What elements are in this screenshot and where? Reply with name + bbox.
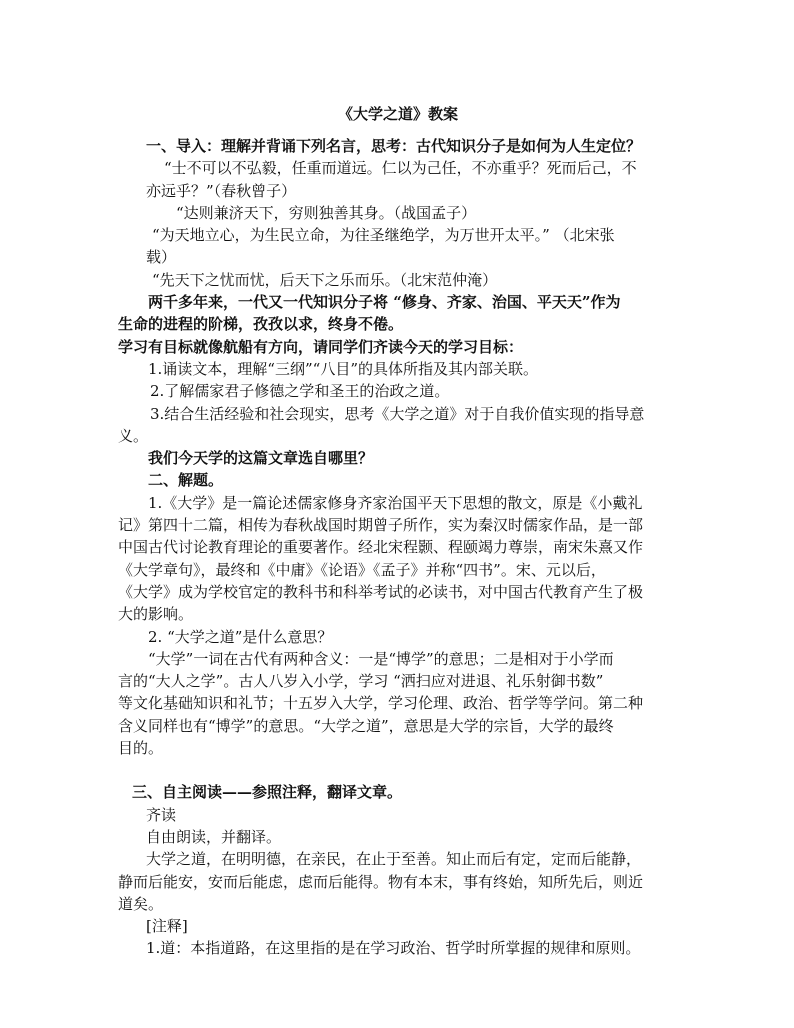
section2-p1-line3: 中国古代讨论教育理论的重要著作。经北宋程颢、程颐竭力尊崇，南宋朱熹又作	[118, 538, 644, 557]
goal-2: 2.了解儒家君子修德之学和圣王的治政之道。	[150, 382, 450, 401]
intro-heading: 一、导入：理解并背诵下列名言，思考：古代知识分子是如何为人生定位？	[146, 137, 642, 155]
classic-text-line1: 大学之道，在明明德，在亲民，在止于至善。知止而后有定，定而后能静，	[146, 850, 642, 869]
section2-heading: 二、解题。	[148, 471, 224, 490]
quote-mengzi: “达则兼济天下，穷则独善其身。（战国孟子）	[176, 203, 477, 222]
section2-p2-line3: 等文化基础知识和礼节；十五岁入大学，学习伦理、政治、哲学等学问。第二种	[118, 694, 644, 713]
section2-p2-line4: 含义同样也有“博学”的意思。“大学之道”，意思是大学的宗旨，大学的最终	[118, 716, 614, 735]
intro-paragraph-line1: 两千多年来，一代又一代知识分子将 “修身、齐家、治国、平天天”作为	[148, 293, 621, 312]
quote-fanzhongyan: “先天下之忧而忧，后天下之乐而乐。（北宋范仲淹）	[152, 270, 498, 289]
section2-p2-line1: “大学”一词在古代有两种含义：一是“博学”的意思；二是相对于小学而	[148, 649, 614, 668]
notes-heading: [注释]	[146, 917, 188, 936]
section2-p1-line4: 《大学章句》，最终和《中庸》《论语》《孟子》并称“四书”。宋、元以后，	[118, 560, 606, 579]
classic-text-line2: 静而后能安，安而后能虑，虑而后能得。物有本末，事有终始，知所先后，则近	[118, 872, 644, 891]
spacer	[118, 759, 678, 781]
document-page	[118, 103, 678, 960]
document-title: 《大学之道》教案	[337, 105, 458, 123]
goal-3-line2: 义。	[118, 426, 149, 445]
classic-text-line3: 道矣。	[118, 894, 164, 913]
section2-question2: 2. “大学之道”是什么意思？	[148, 627, 333, 646]
quote-zengzi-line1: “士不可以不弘毅，任重而道远。仁以为己任，不亦重乎？死而后己，不	[164, 159, 637, 178]
goals-intro: 学习有目标就像航船有方向，请同学们齐读今天的学习目标：	[118, 337, 524, 356]
section2-p2-line5: 目的。	[118, 739, 164, 758]
quote-zengzi-line2: 亦远乎？”（春秋曾子）	[146, 181, 297, 200]
section3-heading: 三、自主阅读——参照注释，翻译文章。	[132, 783, 403, 802]
goal-1: 1.诵读文本，理解“三纲”“八目”的具体所指及其内部关联。	[148, 359, 538, 378]
source-question: 我们今天学的这篇文章选自哪里？	[148, 449, 374, 468]
note-1: 1.道：本指道路，在这里指的是在学习政治、哲学时所掌握的规律和原则。	[146, 939, 641, 958]
section2-p1-line5: 《大学》成为学校官定的教科书和科举考试的必读书，对中国古代教育产生了极	[118, 582, 644, 601]
goal-3-line1: 3.结合生活经验和社会现实，思考《大学之道》对于自我价值实现的指导意	[150, 404, 645, 423]
section2-p1-line2: 记》第四十二篇，相传为春秋战国时期曾子所作，实为秦汉时儒家作品，是一部	[118, 516, 644, 535]
section3-read-together: 齐读	[146, 805, 177, 824]
section2-p2-line2: 言的“大人之学”。古人八岁入小学，学习 “洒扫应对进退、礼乐射御书数”	[118, 672, 604, 691]
quote-zhangzai-line2: 载）	[146, 248, 177, 267]
section2-p1-line1: 1.《大学》是一篇论述儒家修身齐家治国平天下思想的散文，原是《小戴礼	[148, 493, 643, 512]
section2-p1-line6: 大的影响。	[118, 605, 194, 624]
section3-read-free: 自由朗读，并翻译。	[146, 827, 282, 846]
quote-zhangzai-line1: “为天地立心，为生民立命，为往圣继绝学，为万世开太平。” （北宋张	[152, 226, 615, 245]
intro-paragraph-line2: 生命的进程的阶梯，孜孜以求，终身不倦。	[118, 315, 404, 334]
